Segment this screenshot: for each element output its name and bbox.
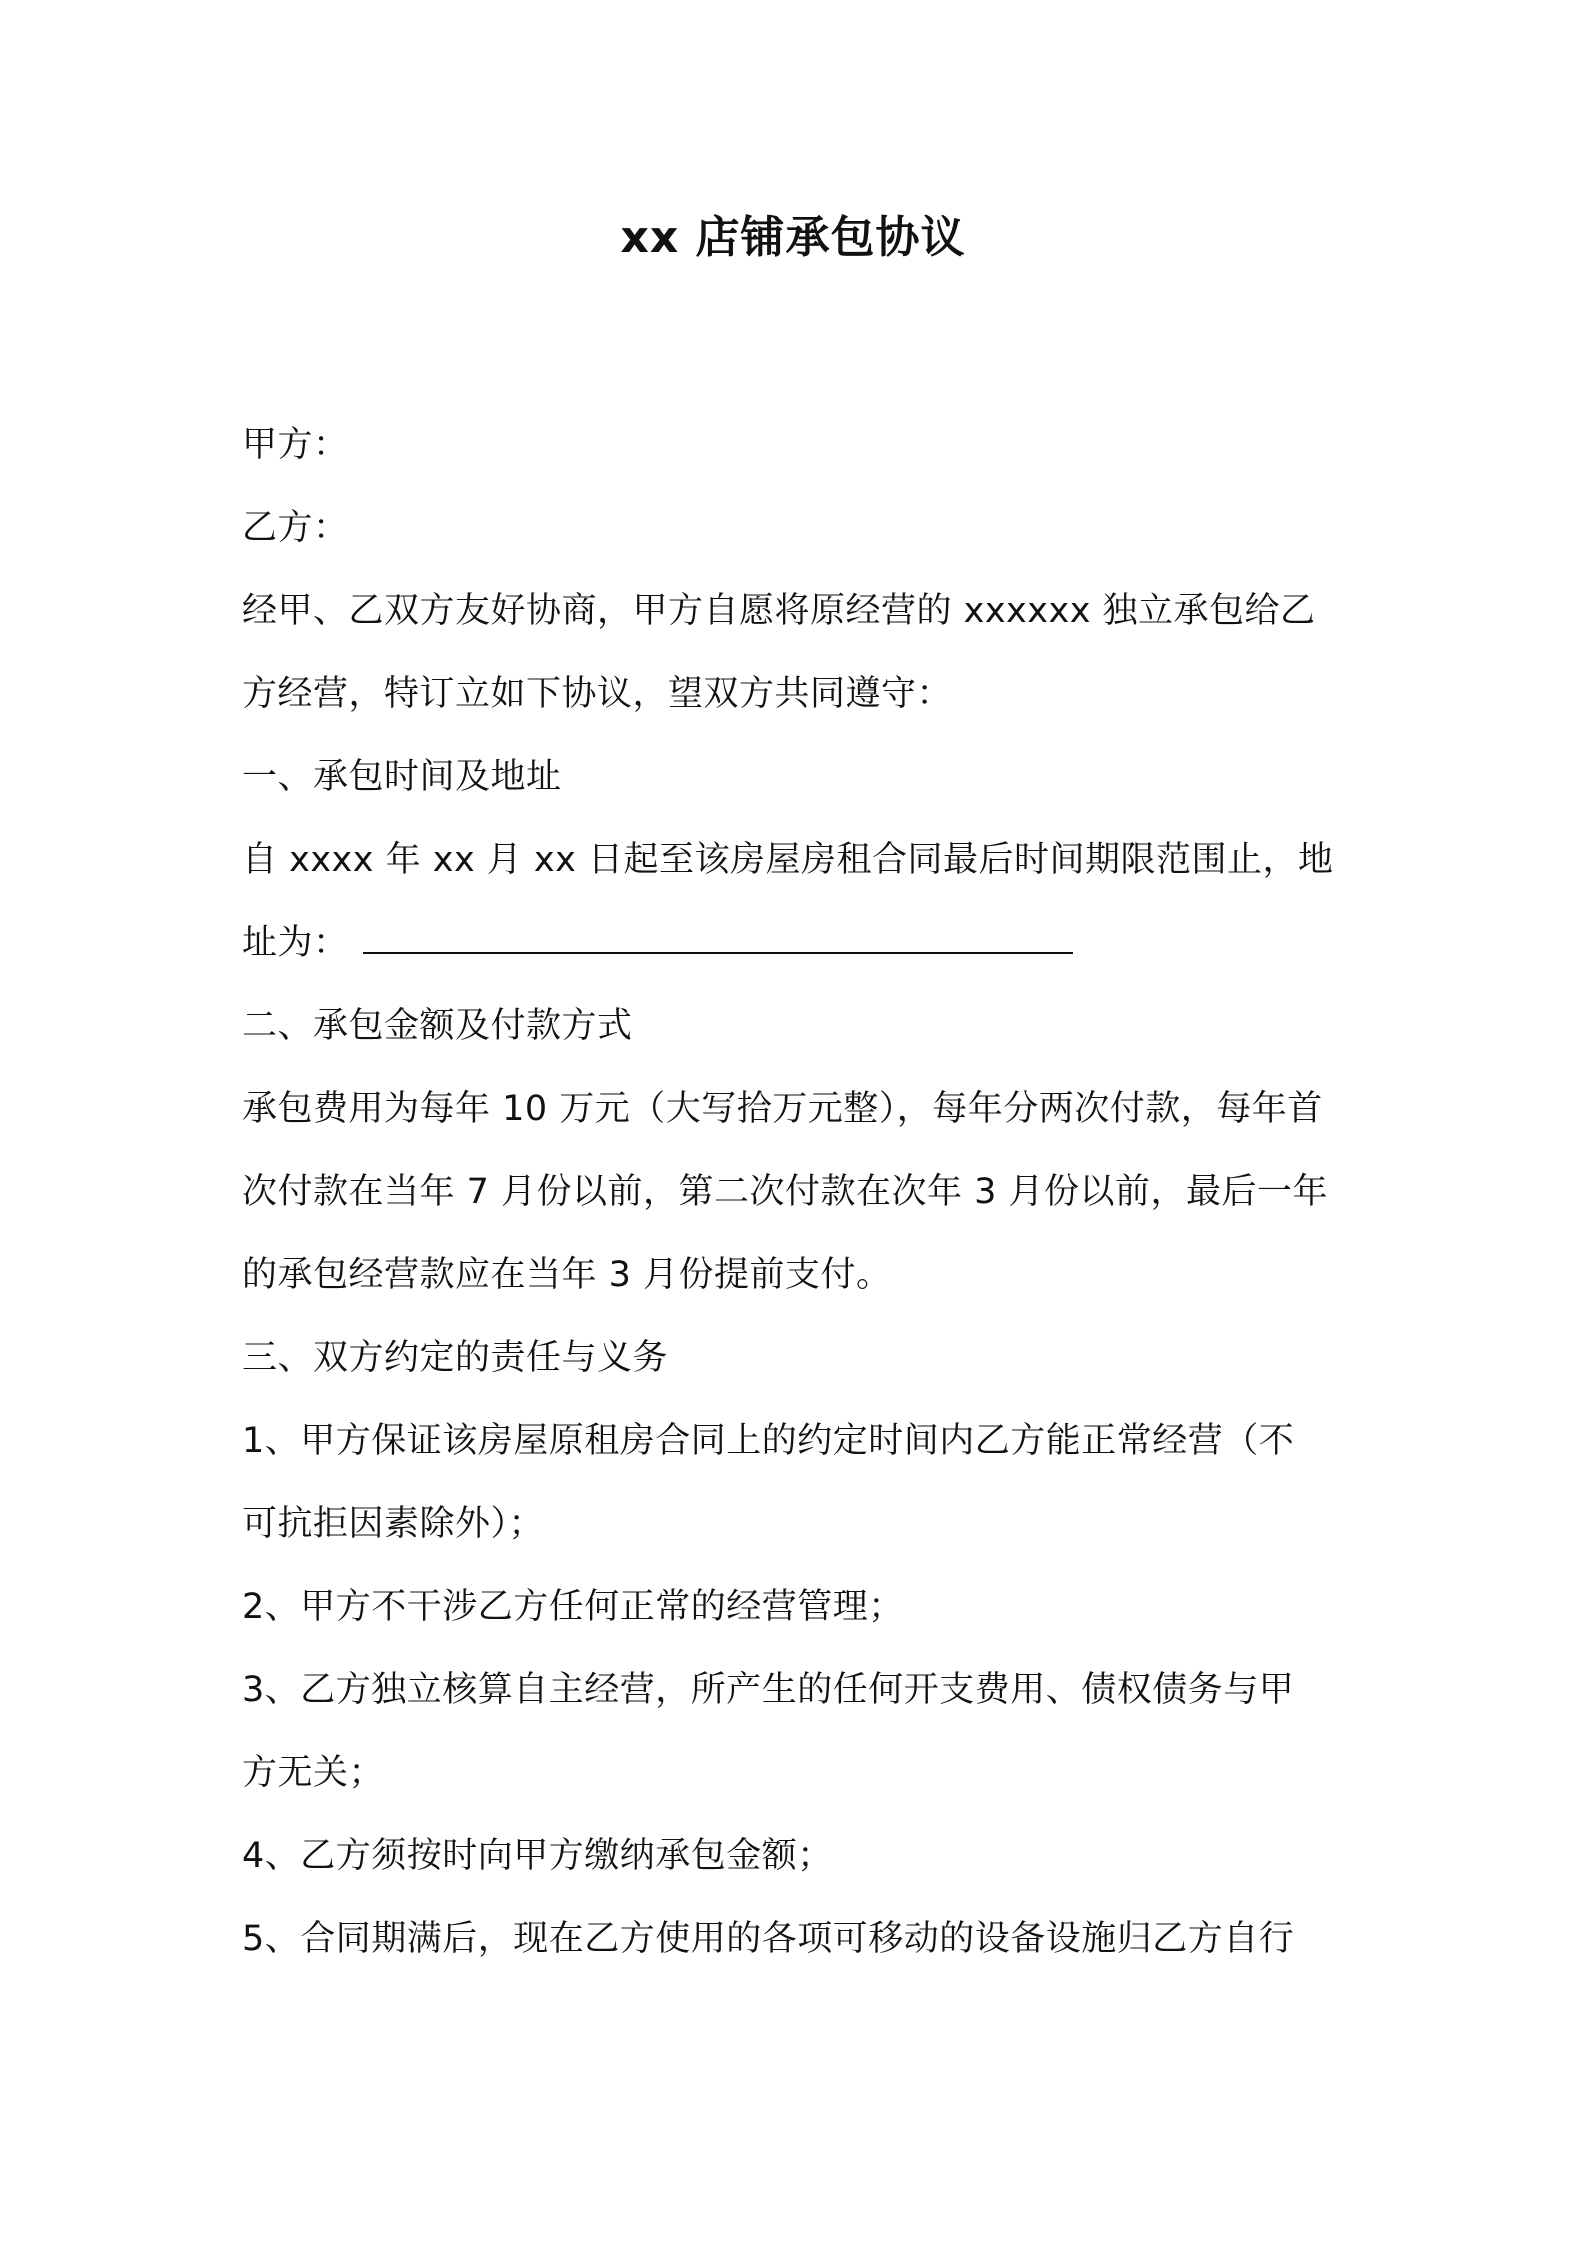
section3-line: 1、甲方保证该房屋原租房合同上的约定时间内乙方能正常经营（不 bbox=[242, 1421, 1295, 1461]
address-label: 址为： bbox=[242, 923, 349, 963]
section3-line: 5、合同期满后，现在乙方使用的各项可移动的设备设施归乙方自行 bbox=[242, 1919, 1295, 1959]
section-heading-2: 二、承包金额及付款方式 bbox=[242, 1006, 633, 1046]
section3-line: 2、甲方不干涉乙方任何正常的经营管理； bbox=[242, 1587, 904, 1627]
section-heading-3: 三、双方约定的责任与义务 bbox=[242, 1338, 669, 1378]
section-heading-1: 一、承包时间及地址 bbox=[242, 757, 562, 797]
section2-line: 的承包经营款应在当年 3 月份提前支付。 bbox=[242, 1255, 892, 1295]
party-b-label: 乙方： bbox=[242, 508, 349, 548]
section3-line: 可抗拒因素除外）； bbox=[242, 1504, 545, 1544]
intro-line: 方经营，特订立如下协议，望双方共同遵守： bbox=[242, 674, 953, 714]
section3-line: 4、乙方须按时向甲方缴纳承包金额； bbox=[242, 1836, 833, 1876]
address-blank-underline bbox=[363, 910, 1073, 954]
document-body bbox=[242, 404, 1362, 1981]
section3-line: 方无关； bbox=[242, 1753, 385, 1793]
document-title: xx 店铺承包协议 bbox=[620, 212, 966, 263]
section2-line: 次付款在当年 7 月份以前，第二次付款在次年 3 月份以前，最后一年 bbox=[242, 1172, 1329, 1212]
party-a-label: 甲方： bbox=[242, 425, 349, 465]
section2-line: 承包费用为每年 10 万元（大写拾万元整），每年分两次付款，每年首 bbox=[242, 1089, 1323, 1129]
address-line bbox=[242, 902, 1362, 985]
section3-line: 3、乙方独立核算自主经营，所产生的任何开支费用、债权债务与甲 bbox=[242, 1670, 1295, 1710]
section1-line: 自 xxxx 年 xx 月 xx 日起至该房屋房租合同最后时间期限范围止，地 bbox=[242, 840, 1334, 880]
intro-line: 经甲、乙双方友好协商，甲方自愿将原经营的 xxxxxx 独立承包给乙 bbox=[242, 591, 1316, 631]
